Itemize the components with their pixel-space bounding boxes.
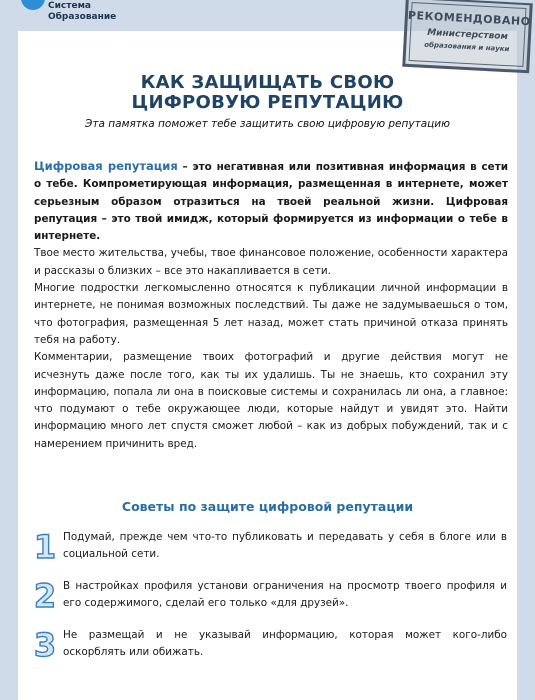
paragraph-1	[34, 158, 508, 245]
stamp-title: РЕКОМЕНДОВАНО	[407, 8, 531, 29]
page-title-line-2: ЦИФРОВУЮ РЕПУТАЦИЮ	[131, 92, 404, 113]
paragraph-2: Твое место жительства, учебы, твое финансовое положение, особенности характера и рассказы о близких – все это накапливается в сети.	[34, 247, 508, 277]
page-title-line-1: КАК ЗАЩИЩАТЬ СВОЮ	[140, 72, 395, 93]
number-3-icon	[34, 627, 56, 661]
number-1-glyph: 1	[34, 529, 56, 563]
number-2-icon	[34, 578, 56, 612]
stamp-line-1: Министерством	[426, 27, 509, 43]
tip-text-3: Не размещай и не указывай информацию, которая может кого-либо оскорблять или обижать.	[63, 629, 507, 658]
paragraph-3: Многие подростки легкомысленно относятся к публикации личной информации в интернете, не понимая возможных последствий. Ты даже не задумываешься о том, что фотография, размещенная 5 лет назад, может стать причиной отказа принять тебя на работу.	[34, 282, 508, 346]
term-highlight: Цифровая репутация	[34, 159, 178, 173]
logo-line-2: Образование	[48, 12, 117, 22]
logo-circle-icon	[21, 0, 45, 10]
logo[interactable]	[0, 0, 150, 31]
page-subtitle: Эта памятка поможет тебе защитить свою цифровую репутацию	[85, 118, 450, 130]
stamp-line-2: образования и науки	[424, 40, 510, 54]
logo-line-1: Система	[48, 1, 91, 11]
body-text	[34, 158, 508, 453]
paragraph-4: Комментарии, размещение твоих фотографий и другие действия могут не исчезнуть даже после того, как ты их удалишь. Ты не знаешь, кто сохранил эту информацию, попала ли она в поисковые системы и сохранилась ли она, а главное: что подумают о тебе окружающее люди, которые найдут и увидят это. Найти информацию много лет спустя сможет любой – как из добрых побуждений, так и с намерением причинить вред.	[34, 351, 508, 450]
logo-text	[48, 1, 116, 23]
number-2-glyph: 2	[34, 578, 56, 612]
tips-title: Советы по защите цифровой репутации	[121, 499, 414, 514]
tip-text-2: В настройках профиля установи ограничения на просмотр твоего профиля и его содержимого, сделай его только «для друзей».	[63, 580, 507, 609]
paragraph-1-rest: – это негативная или позитивная информация в сети о тебе. Компрометирующая информация, размещенная в интернете, может серьезным образом отразиться на твоей реальной жизни. Цифровая репутация – это твой имидж, который формируется из информации о тебе в интернете.	[34, 161, 509, 243]
tip-text-1: Подумай, прежде чем что-то публиковать и передавать у себя в блоге или в социальной сети.	[63, 531, 507, 560]
number-1-icon	[34, 529, 56, 563]
recommended-stamp	[402, 0, 532, 73]
number-3-glyph: 3	[34, 627, 56, 661]
